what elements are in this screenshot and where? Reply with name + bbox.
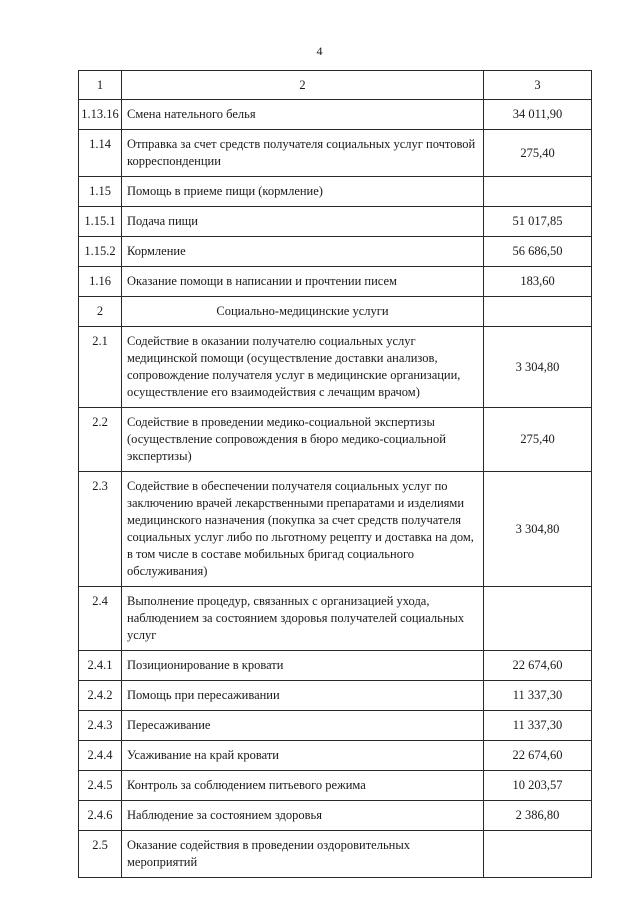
row-value: 2 386,80 [484,801,592,831]
row-number: 1.13.16 [79,100,122,130]
table-row [79,207,592,237]
table-row [79,741,592,771]
row-value: 11 337,30 [484,681,592,711]
row-number: 2.3 [79,472,122,587]
row-number: 1.16 [79,267,122,297]
row-value: 51 017,85 [484,207,592,237]
table-header-row [79,71,592,100]
section-row [79,297,592,327]
row-number: 1.15 [79,177,122,207]
row-number: 2.4.2 [79,681,122,711]
row-value: 183,60 [484,267,592,297]
table-row [79,327,592,408]
row-description: Содействие в обеспечении получателя социальных услуг по заключению врачей лекарственными препаратами и изделиями медицинского назначения (покупка за счет средств получателя социальных услуг либо по льготному рецепту и доставка на дом, в том числе в составе мобильных бригад социального обслуживания) [122,472,484,587]
row-value: 56 686,50 [484,237,592,267]
row-description: Отправка за счет средств получателя социальных услуг почтовой корреспонденции [122,130,484,177]
table-row [79,771,592,801]
table-row [79,801,592,831]
row-value [484,177,592,207]
table-row [79,237,592,267]
row-value: 11 337,30 [484,711,592,741]
row-number: 2.4.1 [79,651,122,681]
row-number: 2.4.4 [79,741,122,771]
table-row [79,408,592,472]
row-description: Помощь в приеме пищи (кормление) [122,177,484,207]
table-row [79,177,592,207]
header-col-3: 3 [484,71,592,100]
row-description: Помощь при пересаживании [122,681,484,711]
row-value: 275,40 [484,408,592,472]
row-value: 22 674,60 [484,651,592,681]
row-description: Усаживание на край кровати [122,741,484,771]
row-value: 22 674,60 [484,741,592,771]
table-row [79,472,592,587]
table-row [79,130,592,177]
row-number: 1.15.1 [79,207,122,237]
row-description: Контроль за соблюдением питьевого режима [122,771,484,801]
row-description: Пересаживание [122,711,484,741]
row-description: Оказание помощи в написании и прочтении писем [122,267,484,297]
row-description: Оказание содействия в проведении оздоровительных мероприятий [122,831,484,878]
row-value: 10 203,57 [484,771,592,801]
row-number: 2.4.6 [79,801,122,831]
row-number: 1.15.2 [79,237,122,267]
table-row [79,831,592,878]
row-description: Выполнение процедур, связанных с организацией ухода, наблюдением за состоянием здоровья получателей социальных услуг [122,587,484,651]
row-number: 2.4 [79,587,122,651]
table-row [79,587,592,651]
row-description: Подача пищи [122,207,484,237]
row-number: 2.2 [79,408,122,472]
row-number: 1.14 [79,130,122,177]
row-number: 2.5 [79,831,122,878]
services-price-table [78,70,592,878]
row-number: 2.4.3 [79,711,122,741]
row-value: 3 304,80 [484,327,592,408]
page-number: 4 [316,44,323,58]
table-row [79,651,592,681]
row-number: 2.4.5 [79,771,122,801]
row-description: Содействие в оказании получателю социальных услуг медицинской помощи (осуществление доставки анализов, сопровождение получателя услуг в медицинские организации, осуществление его взаимодействия с лечащим врачом) [122,327,484,408]
row-description: Кормление [122,237,484,267]
header-col-1: 1 [79,71,122,100]
row-value [484,587,592,651]
row-description: Содействие в проведении медико-социальной экспертизы (осуществление сопровождения в бюро медико-социальной экспертизы) [122,408,484,472]
row-value [484,297,592,327]
row-value: 3 304,80 [484,472,592,587]
table-row [79,711,592,741]
section-number: 2 [79,297,122,327]
table-row [79,100,592,130]
header-col-2: 2 [122,71,484,100]
row-number: 2.1 [79,327,122,408]
row-description: Наблюдение за состоянием здоровья [122,801,484,831]
row-value: 34 011,90 [484,100,592,130]
row-value: 275,40 [484,130,592,177]
section-title: Социально-медицинские услуги [122,297,484,327]
row-description: Позиционирование в кровати [122,651,484,681]
table-row [79,681,592,711]
table-row [79,267,592,297]
row-value [484,831,592,878]
row-description: Смена нательного белья [122,100,484,130]
